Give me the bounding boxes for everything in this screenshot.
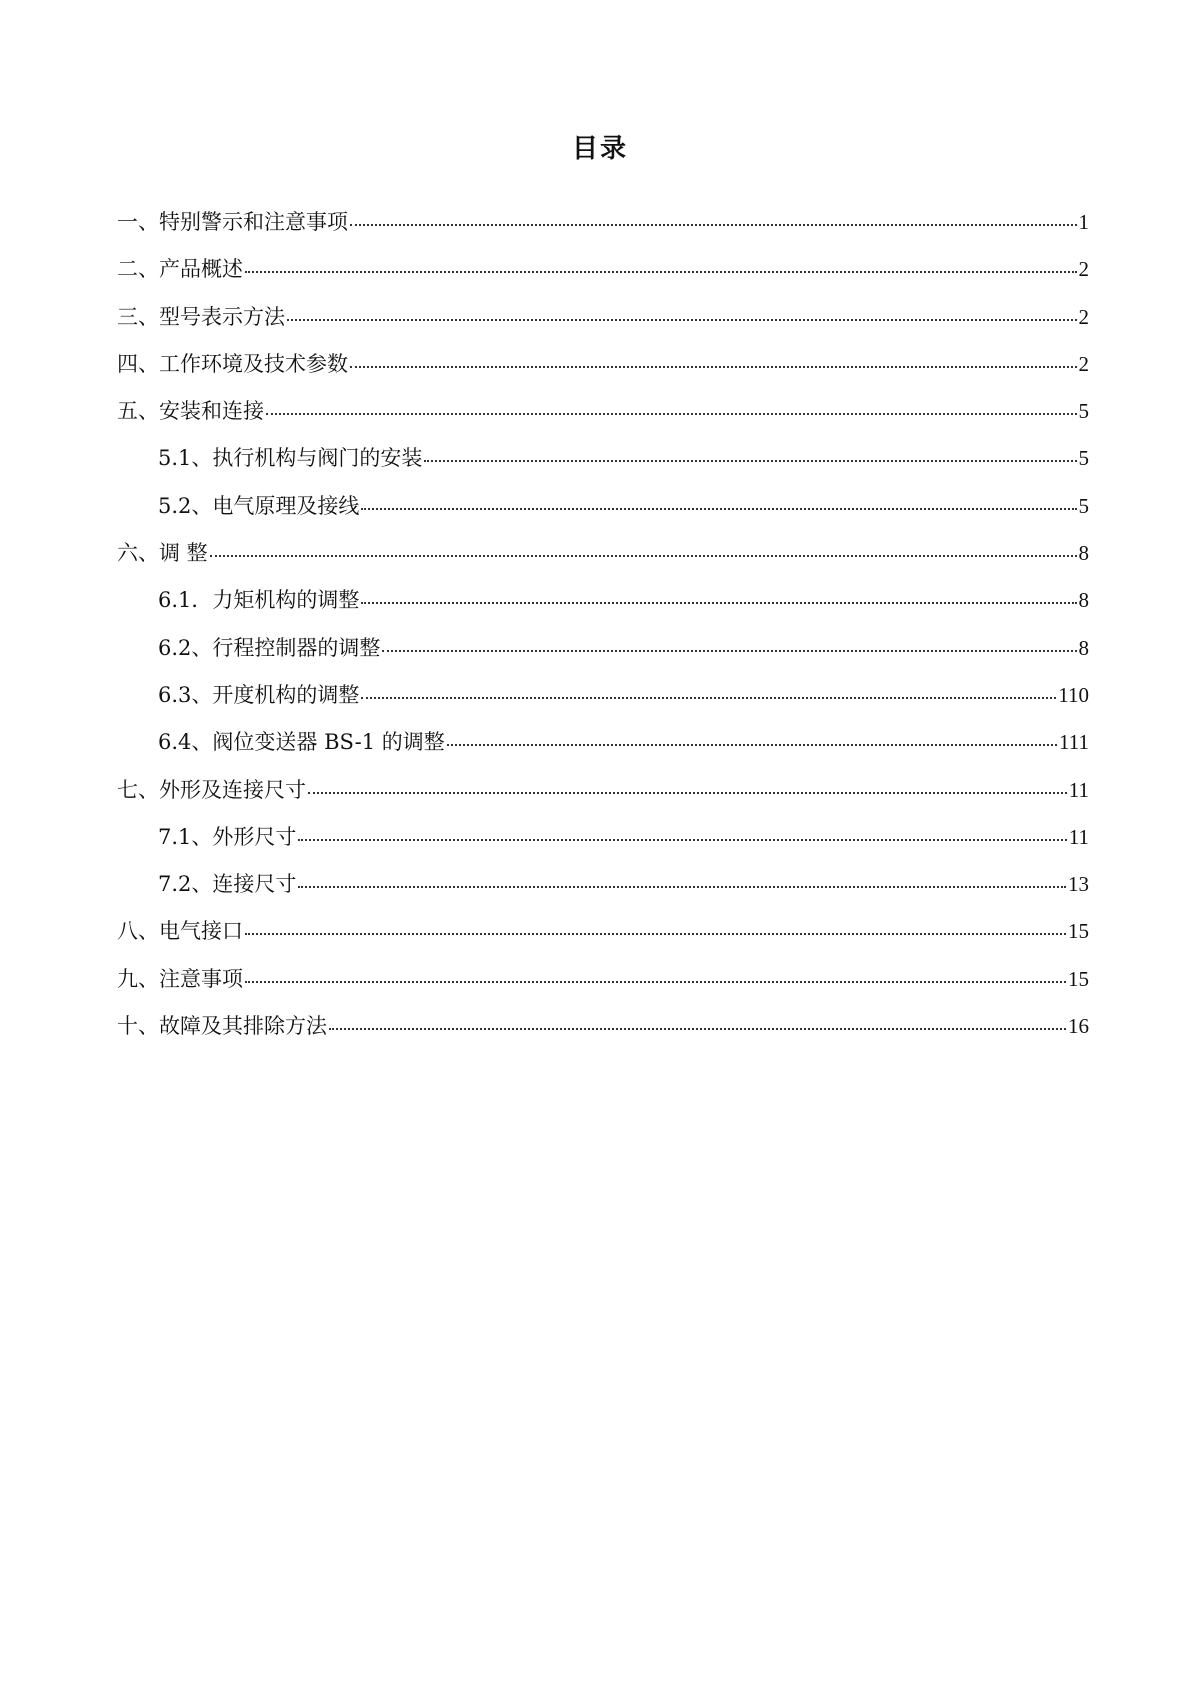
dot-leader: [245, 932, 1066, 935]
toc-entry-label: 三、型号表示方法: [117, 304, 285, 329]
toc-entry-label: 6.3、开度机构的调整: [158, 682, 360, 707]
toc-entry-page-number: 2: [1078, 351, 1089, 376]
toc-entry[interactable]: [117, 493, 1089, 543]
toc-entry-label: 6.1．力矩机构的调整: [158, 588, 360, 613]
toc-entry-page-number: 5: [1078, 399, 1089, 424]
toc-entry-page-number: 13: [1068, 872, 1089, 897]
toc-entry-label: 五、安装和连接: [117, 399, 264, 424]
dot-leader: [447, 743, 1057, 746]
toc-entry[interactable]: [117, 732, 1089, 779]
toc-entry-page-number: 110: [1058, 682, 1089, 707]
dot-leader: [350, 223, 1077, 226]
dot-leader: [308, 791, 1067, 794]
toc-entry-label: 7.2、连接尺寸: [158, 872, 297, 897]
toc-entry[interactable]: [117, 1016, 1089, 1063]
dot-leader: [361, 601, 1076, 604]
toc-entry[interactable]: [117, 259, 1089, 306]
toc-entry[interactable]: [117, 966, 1089, 1016]
dot-leader: [298, 838, 1066, 841]
toc-entry-page-number: 5: [1078, 446, 1089, 471]
table-of-contents: [117, 212, 1089, 1063]
toc-entry[interactable]: [117, 543, 1089, 590]
toc-entry[interactable]: [117, 351, 1089, 401]
toc-entry[interactable]: [117, 635, 1089, 685]
dot-leader: [245, 270, 1077, 273]
toc-entry-page-number: 5: [1078, 493, 1089, 518]
toc-entry-label: 5.2、电气原理及接线: [158, 493, 360, 518]
toc-entry-page-number: 8: [1078, 635, 1089, 660]
toc-entry-page-number: 11: [1068, 824, 1089, 849]
dot-leader: [287, 318, 1077, 321]
toc-entry[interactable]: [117, 590, 1089, 637]
toc-entry-page-number: 8: [1078, 541, 1089, 566]
toc-entry[interactable]: [117, 921, 1089, 968]
dot-leader: [266, 412, 1077, 415]
toc-title: 目录: [571, 134, 628, 164]
toc-entry[interactable]: [117, 824, 1089, 874]
dot-leader: [382, 649, 1076, 652]
toc-entry[interactable]: [117, 777, 1089, 827]
dot-leader: [361, 696, 1056, 699]
toc-entry-page-number: 15: [1068, 966, 1089, 991]
dot-leader: [298, 885, 1066, 888]
toc-entry-page-number: 2: [1078, 304, 1089, 329]
toc-entry-page-number: 16: [1068, 1014, 1089, 1039]
toc-entry-label: 一、特别警示和注意事项: [117, 210, 348, 234]
toc-entry-label: 六、调 整: [117, 541, 208, 566]
toc-entry[interactable]: [117, 212, 1089, 259]
toc-entry-page-number: 2: [1078, 257, 1089, 282]
toc-entry-label: 二、产品概述: [117, 257, 243, 282]
toc-entry[interactable]: [117, 401, 1089, 448]
toc-entry-label: 6.4、阀位变送器 BS-1 的调整: [158, 730, 445, 755]
toc-entry-label: 十、故障及其排除方法: [117, 1014, 327, 1039]
toc-entry-page-number: 111: [1059, 730, 1089, 755]
dot-leader: [424, 459, 1076, 462]
toc-entry-label: 7.1、外形尺寸: [158, 824, 297, 849]
toc-entry-page-number: 11: [1068, 777, 1089, 802]
toc-entry[interactable]: [117, 304, 1089, 354]
toc-entry-label: 6.2、行程控制器的调整: [158, 635, 381, 660]
toc-entry[interactable]: [117, 448, 1089, 495]
toc-entry-page-number: 8: [1078, 588, 1089, 613]
toc-entry-label: 四、工作环境及技术参数: [117, 351, 348, 376]
dot-leader: [329, 1027, 1066, 1030]
toc-entry[interactable]: [117, 682, 1089, 732]
toc-entry-label: 九、注意事项: [117, 966, 243, 991]
dot-leader: [245, 980, 1066, 983]
dot-leader: [210, 554, 1077, 557]
dot-leader: [350, 365, 1077, 368]
toc-entry-label: 七、外形及连接尺寸: [117, 777, 306, 802]
toc-entry[interactable]: [117, 874, 1089, 921]
toc-entry-page-number: 15: [1068, 919, 1089, 944]
toc-entry-label: 5.1、执行机构与阀门的安装: [158, 446, 423, 471]
toc-entry-label: 八、电气接口: [117, 919, 243, 944]
dot-leader: [361, 507, 1076, 510]
toc-entry-page-number: 1: [1078, 210, 1089, 234]
